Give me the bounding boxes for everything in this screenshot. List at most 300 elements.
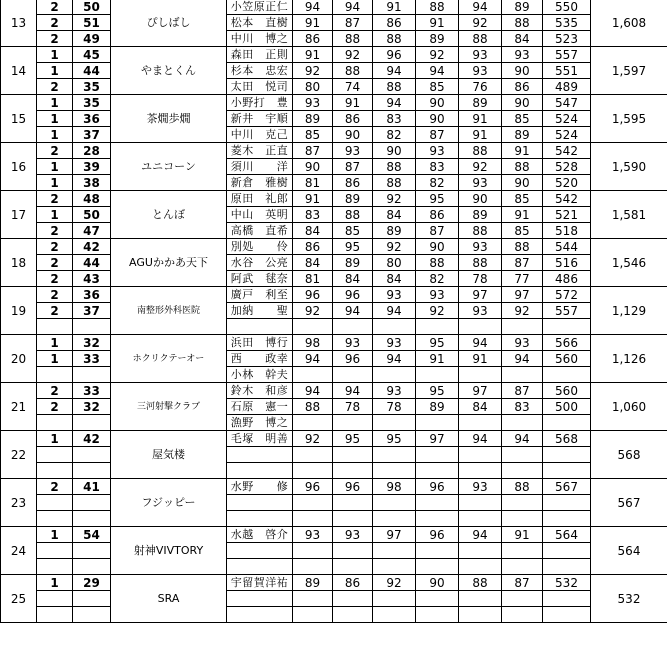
team-name: 射神VIVTORY (111, 527, 227, 575)
series-score: 90 (293, 159, 333, 175)
series-score: 86 (333, 575, 373, 591)
series-score: 97 (416, 431, 459, 447)
member-total: 550 (543, 0, 591, 15)
series-score (502, 463, 543, 479)
team-total: 532 (591, 575, 667, 623)
series-score (416, 447, 459, 463)
member-total: 572 (543, 287, 591, 303)
series-score (333, 591, 373, 607)
series-score: 80 (293, 79, 333, 95)
series-score: 91 (459, 351, 502, 367)
team-rank: 24 (1, 527, 37, 575)
series-score: 94 (293, 0, 333, 15)
series-score: 90 (459, 191, 502, 207)
member-name: 西 政幸 (227, 351, 293, 367)
series-score: 93 (459, 303, 502, 319)
table-row (1, 367, 667, 383)
series-score: 89 (416, 31, 459, 47)
table-row (1, 399, 667, 415)
series-score: 90 (416, 111, 459, 127)
series-score: 90 (373, 143, 416, 159)
member-total: 524 (543, 127, 591, 143)
member-name: 松本 直樹 (227, 15, 293, 31)
series-score: 89 (293, 111, 333, 127)
member-total: 521 (543, 207, 591, 223)
series-score (293, 511, 333, 527)
member-total: 532 (543, 575, 591, 591)
series-score (459, 319, 502, 335)
member-number: 32 (73, 399, 111, 415)
member-number: 48 (73, 191, 111, 207)
member-total: 567 (543, 479, 591, 495)
member-tier: 2 (37, 383, 73, 399)
member-number: 28 (73, 143, 111, 159)
series-score: 86 (416, 207, 459, 223)
team-name: 屋気楼 (111, 431, 227, 479)
member-number: 51 (73, 15, 111, 31)
table-row (1, 207, 667, 223)
series-score: 92 (293, 303, 333, 319)
member-tier (37, 463, 73, 479)
series-score (373, 447, 416, 463)
member-tier: 2 (37, 271, 73, 287)
member-tier: 2 (37, 191, 73, 207)
member-number: 32 (73, 335, 111, 351)
member-tier: 1 (37, 95, 73, 111)
member-number: 45 (73, 47, 111, 63)
member-name: 中川 克己 (227, 127, 293, 143)
team-rank: 15 (1, 95, 37, 143)
series-score: 89 (502, 127, 543, 143)
member-tier: 1 (37, 47, 73, 63)
series-score: 93 (459, 47, 502, 63)
table-row (1, 143, 667, 159)
team-rank: 13 (1, 0, 37, 47)
series-score: 93 (502, 335, 543, 351)
series-score (459, 591, 502, 607)
series-score: 96 (333, 351, 373, 367)
series-score: 90 (333, 127, 373, 143)
table-row (1, 351, 667, 367)
series-score: 88 (333, 31, 373, 47)
series-score: 83 (502, 399, 543, 415)
member-tier: 2 (37, 255, 73, 271)
table-row (1, 175, 667, 191)
table-row (1, 415, 667, 431)
member-total: 518 (543, 223, 591, 239)
member-number: 35 (73, 79, 111, 95)
member-name (227, 463, 293, 479)
member-total (543, 319, 591, 335)
member-name: 須川 洋 (227, 159, 293, 175)
team-rank: 18 (1, 239, 37, 287)
team-total: 564 (591, 527, 667, 575)
series-score (293, 591, 333, 607)
series-score: 92 (416, 303, 459, 319)
member-total (543, 367, 591, 383)
member-name: 鈴木 和彦 (227, 383, 293, 399)
series-score: 89 (293, 575, 333, 591)
member-total (543, 511, 591, 527)
series-score (373, 367, 416, 383)
series-score: 85 (502, 111, 543, 127)
table-row (1, 159, 667, 175)
member-tier: 2 (37, 15, 73, 31)
series-score: 93 (373, 383, 416, 399)
member-tier (37, 319, 73, 335)
table-row (1, 303, 667, 319)
member-total: 542 (543, 143, 591, 159)
member-name: 高橋 直希 (227, 223, 293, 239)
series-score (333, 511, 373, 527)
table-row (1, 47, 667, 63)
series-score: 92 (459, 159, 502, 175)
member-number: 42 (73, 239, 111, 255)
series-score (416, 415, 459, 431)
team-name: 茶燗歩燗 (111, 95, 227, 143)
table-row (1, 111, 667, 127)
team-total: 1,129 (591, 287, 667, 335)
series-score: 88 (459, 223, 502, 239)
series-score: 91 (502, 527, 543, 543)
series-score (293, 543, 333, 559)
series-score: 91 (333, 95, 373, 111)
series-score (293, 319, 333, 335)
member-number (73, 415, 111, 431)
series-score (459, 559, 502, 575)
series-score (502, 559, 543, 575)
series-score (333, 415, 373, 431)
member-number (73, 367, 111, 383)
team-total: 1,060 (591, 383, 667, 431)
series-score (293, 559, 333, 575)
member-total (543, 415, 591, 431)
series-score: 94 (459, 527, 502, 543)
series-score (333, 367, 373, 383)
member-number (73, 607, 111, 623)
series-score (416, 495, 459, 511)
member-name (227, 543, 293, 559)
series-score: 93 (459, 175, 502, 191)
member-tier (37, 447, 73, 463)
member-total (543, 543, 591, 559)
series-score: 91 (373, 0, 416, 15)
series-score: 78 (459, 271, 502, 287)
series-score: 90 (416, 95, 459, 111)
member-name: 小笠原正仁 (227, 0, 293, 15)
series-score: 93 (502, 47, 543, 63)
series-score (459, 415, 502, 431)
member-name (227, 607, 293, 623)
series-score: 95 (416, 335, 459, 351)
table-row (1, 271, 667, 287)
series-score: 94 (416, 63, 459, 79)
team-total: 1,581 (591, 191, 667, 239)
series-score: 93 (373, 335, 416, 351)
member-tier: 2 (37, 0, 73, 15)
series-score (373, 415, 416, 431)
team-rank: 16 (1, 143, 37, 191)
series-score: 96 (293, 479, 333, 495)
member-total (543, 463, 591, 479)
series-score: 94 (373, 351, 416, 367)
series-score (459, 607, 502, 623)
member-total (543, 607, 591, 623)
table-row (1, 127, 667, 143)
member-number: 49 (73, 31, 111, 47)
team-total: 567 (591, 479, 667, 527)
table-row (1, 287, 667, 303)
team-rank: 21 (1, 383, 37, 431)
member-number: 33 (73, 351, 111, 367)
member-name: 菱木 正直 (227, 143, 293, 159)
series-score (502, 415, 543, 431)
member-number: 38 (73, 175, 111, 191)
member-name: 中川 博之 (227, 31, 293, 47)
series-score: 88 (416, 0, 459, 15)
member-tier: 2 (37, 479, 73, 495)
team-total: 1,590 (591, 143, 667, 191)
team-rank: 17 (1, 191, 37, 239)
series-score: 88 (502, 15, 543, 31)
series-score (293, 495, 333, 511)
team-rank: 25 (1, 575, 37, 623)
series-score: 95 (333, 431, 373, 447)
series-score: 87 (502, 575, 543, 591)
member-total: 528 (543, 159, 591, 175)
series-score (373, 319, 416, 335)
member-tier: 1 (37, 527, 73, 543)
member-tier: 1 (37, 63, 73, 79)
table-row (1, 0, 667, 15)
series-score: 88 (373, 175, 416, 191)
series-score (416, 559, 459, 575)
series-score: 94 (459, 0, 502, 15)
series-score (373, 591, 416, 607)
member-name: 新井 宇順 (227, 111, 293, 127)
series-score (333, 319, 373, 335)
member-name: 水野 修 (227, 479, 293, 495)
series-score: 95 (373, 431, 416, 447)
series-score: 94 (333, 303, 373, 319)
series-score (373, 511, 416, 527)
member-number: 54 (73, 527, 111, 543)
series-score (416, 319, 459, 335)
series-score: 87 (416, 223, 459, 239)
member-name: 原田 礼郎 (227, 191, 293, 207)
team-rank: 19 (1, 287, 37, 335)
table-row (1, 239, 667, 255)
member-name: 太田 悦司 (227, 79, 293, 95)
series-score: 89 (459, 207, 502, 223)
series-score: 94 (293, 383, 333, 399)
member-name: 中山 英明 (227, 207, 293, 223)
series-score: 92 (373, 239, 416, 255)
member-name: 杉本 忠宏 (227, 63, 293, 79)
series-score: 84 (502, 31, 543, 47)
member-name: 阿武 毬奈 (227, 271, 293, 287)
member-tier: 2 (37, 79, 73, 95)
series-score: 88 (459, 575, 502, 591)
series-score: 92 (416, 47, 459, 63)
series-score: 91 (502, 143, 543, 159)
member-number: 47 (73, 223, 111, 239)
team-rank: 22 (1, 431, 37, 479)
series-score: 93 (416, 143, 459, 159)
series-score: 81 (293, 271, 333, 287)
member-total (543, 495, 591, 511)
series-score: 87 (502, 255, 543, 271)
series-score: 93 (459, 239, 502, 255)
series-score: 85 (502, 223, 543, 239)
series-score (293, 607, 333, 623)
member-tier: 1 (37, 207, 73, 223)
member-number (73, 559, 111, 575)
series-score (373, 607, 416, 623)
member-number: 44 (73, 63, 111, 79)
series-score: 83 (293, 207, 333, 223)
series-score: 96 (333, 287, 373, 303)
series-score: 88 (293, 399, 333, 415)
team-total: 1,597 (591, 47, 667, 95)
member-number: 36 (73, 111, 111, 127)
member-name: 石原 憲一 (227, 399, 293, 415)
table-row (1, 191, 667, 207)
series-score (502, 319, 543, 335)
series-score (416, 463, 459, 479)
series-score: 81 (293, 175, 333, 191)
member-total: 516 (543, 255, 591, 271)
series-score: 85 (502, 191, 543, 207)
member-total: 551 (543, 63, 591, 79)
member-total: 560 (543, 351, 591, 367)
team-rank: 23 (1, 479, 37, 527)
series-score: 93 (293, 527, 333, 543)
member-total: 542 (543, 191, 591, 207)
member-name: 廣戸 利至 (227, 287, 293, 303)
series-score (502, 511, 543, 527)
series-score: 88 (333, 207, 373, 223)
member-name (227, 591, 293, 607)
member-number: 29 (73, 575, 111, 591)
member-number: 50 (73, 207, 111, 223)
member-total: 535 (543, 15, 591, 31)
table-row (1, 527, 667, 543)
series-score: 91 (416, 351, 459, 367)
member-tier: 2 (37, 399, 73, 415)
team-name: 南整形外科医院 (111, 287, 227, 335)
table-row (1, 79, 667, 95)
series-score: 87 (416, 127, 459, 143)
member-name (227, 511, 293, 527)
member-tier: 1 (37, 431, 73, 447)
series-score (502, 607, 543, 623)
table-row (1, 463, 667, 479)
series-score: 97 (373, 527, 416, 543)
series-score: 91 (502, 207, 543, 223)
member-tier: 2 (37, 303, 73, 319)
member-total: 486 (543, 271, 591, 287)
series-score: 78 (373, 399, 416, 415)
series-score (293, 367, 333, 383)
member-number: 37 (73, 127, 111, 143)
member-tier: 1 (37, 127, 73, 143)
series-score: 92 (373, 575, 416, 591)
series-score: 84 (293, 223, 333, 239)
series-score: 94 (373, 63, 416, 79)
table-row (1, 591, 667, 607)
member-tier (37, 511, 73, 527)
member-name: 小野打 豊 (227, 95, 293, 111)
series-score: 88 (459, 31, 502, 47)
member-total: 568 (543, 431, 591, 447)
series-score: 94 (333, 0, 373, 15)
member-number (73, 463, 111, 479)
table-row (1, 95, 667, 111)
team-name: ぴしばし (111, 0, 227, 47)
series-score: 97 (459, 383, 502, 399)
series-score: 90 (502, 175, 543, 191)
member-number: 33 (73, 383, 111, 399)
member-number: 37 (73, 303, 111, 319)
member-name: 水谷 公亮 (227, 255, 293, 271)
series-score: 90 (416, 575, 459, 591)
team-rank: 14 (1, 47, 37, 95)
series-score: 91 (293, 47, 333, 63)
series-score: 94 (333, 383, 373, 399)
series-score: 89 (416, 399, 459, 415)
series-score: 86 (502, 79, 543, 95)
series-score: 96 (373, 47, 416, 63)
member-total: 557 (543, 47, 591, 63)
series-score: 91 (459, 111, 502, 127)
series-score (293, 447, 333, 463)
series-score: 94 (502, 351, 543, 367)
series-score: 89 (333, 191, 373, 207)
series-score: 84 (293, 255, 333, 271)
table-row (1, 431, 667, 447)
team-total: 1,546 (591, 239, 667, 287)
member-total: 560 (543, 383, 591, 399)
member-tier: 1 (37, 159, 73, 175)
series-score: 88 (459, 143, 502, 159)
series-score: 86 (333, 111, 373, 127)
series-score: 88 (373, 159, 416, 175)
series-score: 95 (416, 383, 459, 399)
series-score: 92 (293, 63, 333, 79)
series-score: 89 (502, 0, 543, 15)
member-number: 44 (73, 255, 111, 271)
team-name: とんぼ (111, 191, 227, 239)
series-score: 88 (502, 239, 543, 255)
member-name: 森田 正則 (227, 47, 293, 63)
series-score: 88 (373, 79, 416, 95)
member-total: 557 (543, 303, 591, 319)
team-name: ユニコーン (111, 143, 227, 191)
member-tier: 2 (37, 239, 73, 255)
series-score: 87 (333, 15, 373, 31)
member-tier (37, 415, 73, 431)
series-score: 97 (502, 287, 543, 303)
series-score (459, 495, 502, 511)
member-total: 523 (543, 31, 591, 47)
member-name (227, 447, 293, 463)
team-name: ホクリクテーオー (111, 335, 227, 383)
member-name: 宇留賀洋祐 (227, 575, 293, 591)
member-number: 35 (73, 95, 111, 111)
member-name: 別処 伶 (227, 239, 293, 255)
team-total: 1,608 (591, 0, 667, 47)
